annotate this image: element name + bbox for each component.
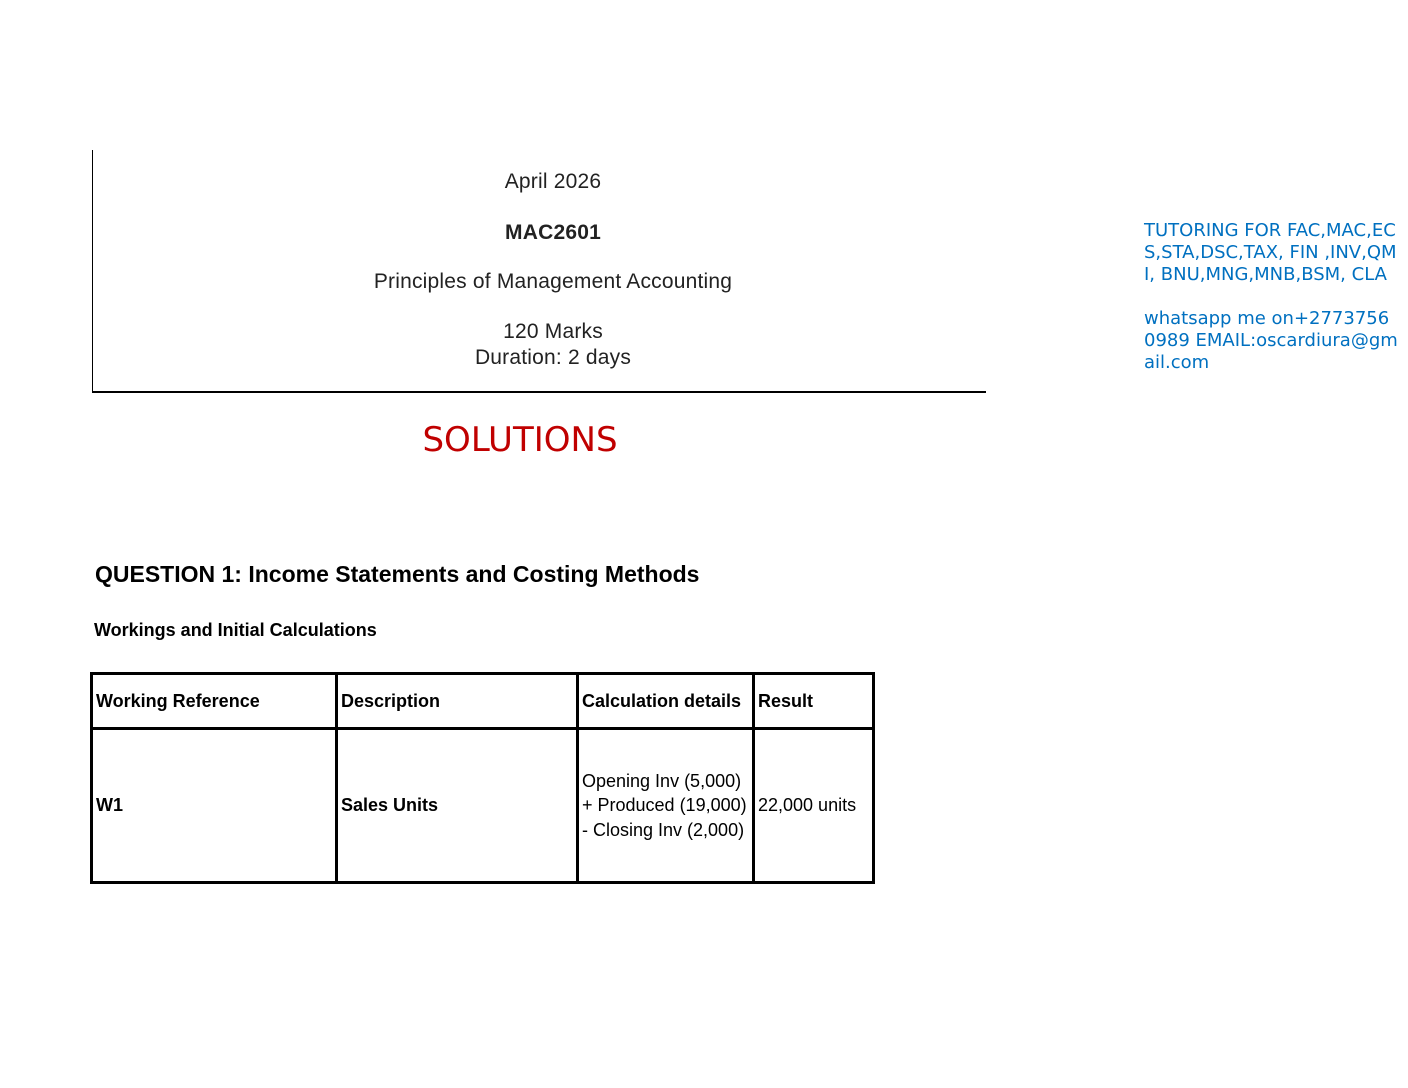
tutoring-subjects: TUTORING FOR FAC,MAC,ECS,STA,DSC,TAX, FIN ,INV,QMI, BNU,MNG,MNB,BSM, CLA	[1144, 220, 1397, 285]
cell-description: Sales Units	[337, 729, 578, 883]
cell-calculation-details: Opening Inv (5,000) + Produced (19,000) - Closing Inv (2,000)	[578, 729, 754, 883]
cell-result: 22,000 units	[754, 729, 874, 883]
course-title: Principles of Management Accounting	[373, 270, 733, 293]
table-header-row	[92, 674, 874, 729]
question-heading: QUESTION 1: Income Statements and Costing Methods	[95, 561, 700, 587]
cover-date: April 2026	[504, 170, 602, 193]
exam-duration: Duration: 2 days	[474, 346, 632, 369]
header-calculation-details: Calculation details	[578, 674, 754, 729]
cover-box	[92, 150, 986, 393]
tutoring-advert	[1144, 220, 1400, 374]
workings-subheading: Workings and Initial Calculations	[94, 620, 377, 640]
cell-working-reference: W1	[92, 729, 337, 883]
header-description: Description	[337, 674, 578, 729]
contact-details: whatsapp me on+27737560989 EMAIL:oscardiura@gmail.com	[1144, 308, 1398, 373]
total-marks: 120 Marks	[503, 320, 603, 343]
workings-table	[90, 672, 875, 884]
header-result: Result	[754, 674, 874, 729]
solutions-label: SOLUTIONS	[422, 420, 618, 460]
table-row	[92, 729, 874, 883]
header-working-reference: Working Reference	[92, 674, 337, 729]
course-code: MAC2601	[505, 221, 601, 244]
